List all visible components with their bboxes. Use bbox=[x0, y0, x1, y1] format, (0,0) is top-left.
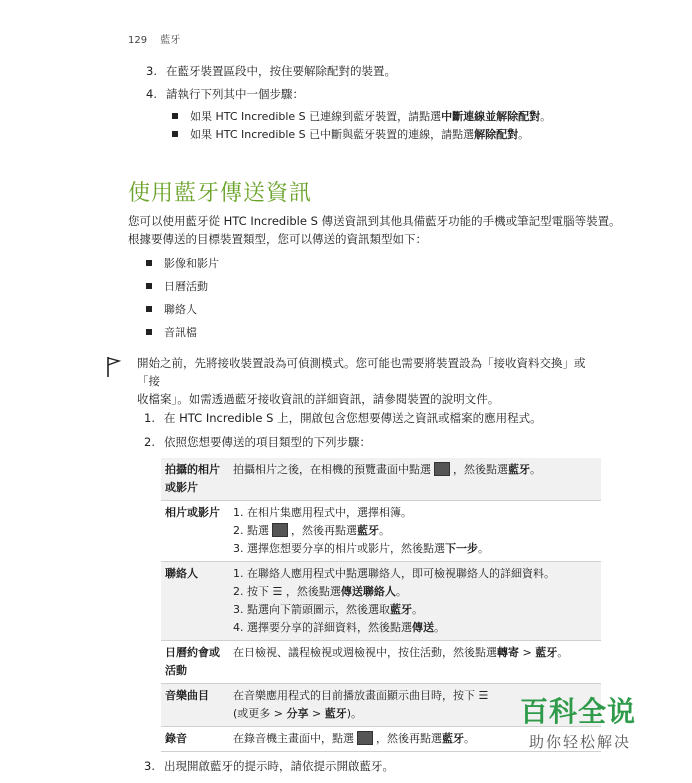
bullet-dot bbox=[146, 329, 152, 335]
step-3-bottom: 3. 出現開啟藍牙的提示時，請依提示開啟藍牙。 bbox=[144, 759, 394, 773]
intro-paragraph: 您可以使用藍牙從 HTC Incredible S 傳送資訊到其他具備藍牙功能的手機或筆記型電腦等裝置。 根據要傳送的目標裝置類型，您可以傳送的資訊類型如下： bbox=[128, 214, 621, 246]
step-2-mid: 2. 依照您想要傳送的項目類型的下列步驟： bbox=[144, 435, 371, 449]
info-type-item: 音訊檔 bbox=[146, 324, 197, 340]
step-3-top: 3. 在藍牙裝置區段中，按住要解除配對的裝置。 bbox=[146, 64, 396, 78]
info-type-item: 影像和影片 bbox=[146, 255, 219, 271]
bullet-dot bbox=[146, 306, 152, 312]
share-icon bbox=[272, 523, 288, 537]
bullet-dot bbox=[146, 283, 152, 289]
table-row: 拍攝的相片 或影片 拍攝相片之後，在相機的預覽畫面中點選 ，然後點選藍牙。 bbox=[161, 458, 601, 501]
page-number: 129 bbox=[128, 35, 148, 46]
bullet-unpair: 如果 HTC Incredible S 已中斷與藍牙裝置的連線，請點選解除配對。 bbox=[172, 126, 529, 142]
note-text: 開始之前，先將接收裝置設為可偵測模式。您可能也需要將裝置設為「接收資料交換」或「接 收檔案」。如需透過藍牙接收資訊的詳細資訊，請參閱裝置的說明文件。 bbox=[137, 356, 586, 406]
watermark-title: 百科全说 bbox=[520, 695, 637, 728]
bullet-disconnect: 如果 HTC Incredible S 已連線到藍牙裝置，請點選中斷連線並解除配對。 bbox=[172, 108, 551, 124]
page-header bbox=[128, 31, 180, 46]
section-title: 使用藍牙傳送資訊 bbox=[128, 181, 313, 206]
table-row: 音樂曲目 在音樂應用程式的目前播放畫面顯示曲目時，按下 ☰ (或更多 > 分享 > 藍牙)。 bbox=[161, 684, 601, 727]
bullet-dot bbox=[146, 260, 152, 266]
share-icon bbox=[434, 462, 450, 476]
flag-icon bbox=[106, 356, 122, 382]
table-row: 日曆約會或 活動 在日檢視、議程檢視或週檢視中，按住活動，然後點選轉寄 > 藍牙。 bbox=[161, 641, 601, 684]
section-label: 藍牙 bbox=[160, 35, 181, 46]
table-row: 相片或影片 1. 在相片集應用程式中，選擇相簿。 2. 點選 ，然後再點選藍牙。 3. 選擇您想要分享的相片或影片，然後點選下一步。 bbox=[161, 501, 601, 562]
table-row: 聯絡人 1. 在聯絡人應用程式中點選聯絡人，即可檢視聯絡人的詳細資料。 2. 按下 ☰ ，然後點選傳送聯絡人。 3. 點選向下箭頭圖示，然後選取藍牙。 4. 選擇要分享的詳細資料，然後點選傳送。 bbox=[161, 562, 601, 641]
watermark-subtitle: 助你轻松解决 bbox=[529, 733, 632, 751]
table-row: 錄音 在錄音機主畫面中，點選 ，然後再點選藍牙。 bbox=[161, 727, 601, 752]
bullet-dot bbox=[172, 131, 178, 137]
step-4-top: 4. 請執行下列其中一個步驟： bbox=[146, 87, 304, 101]
info-type-item: 日曆活動 bbox=[146, 278, 208, 294]
bullet-dot bbox=[172, 113, 178, 119]
info-type-item: 聯絡人 bbox=[146, 301, 197, 317]
step-1-mid: 1. 在 HTC Incredible S 上，開啟包含您想要傳送之資訊或檔案的應用程式。 bbox=[144, 411, 542, 425]
share-icon bbox=[357, 731, 373, 745]
